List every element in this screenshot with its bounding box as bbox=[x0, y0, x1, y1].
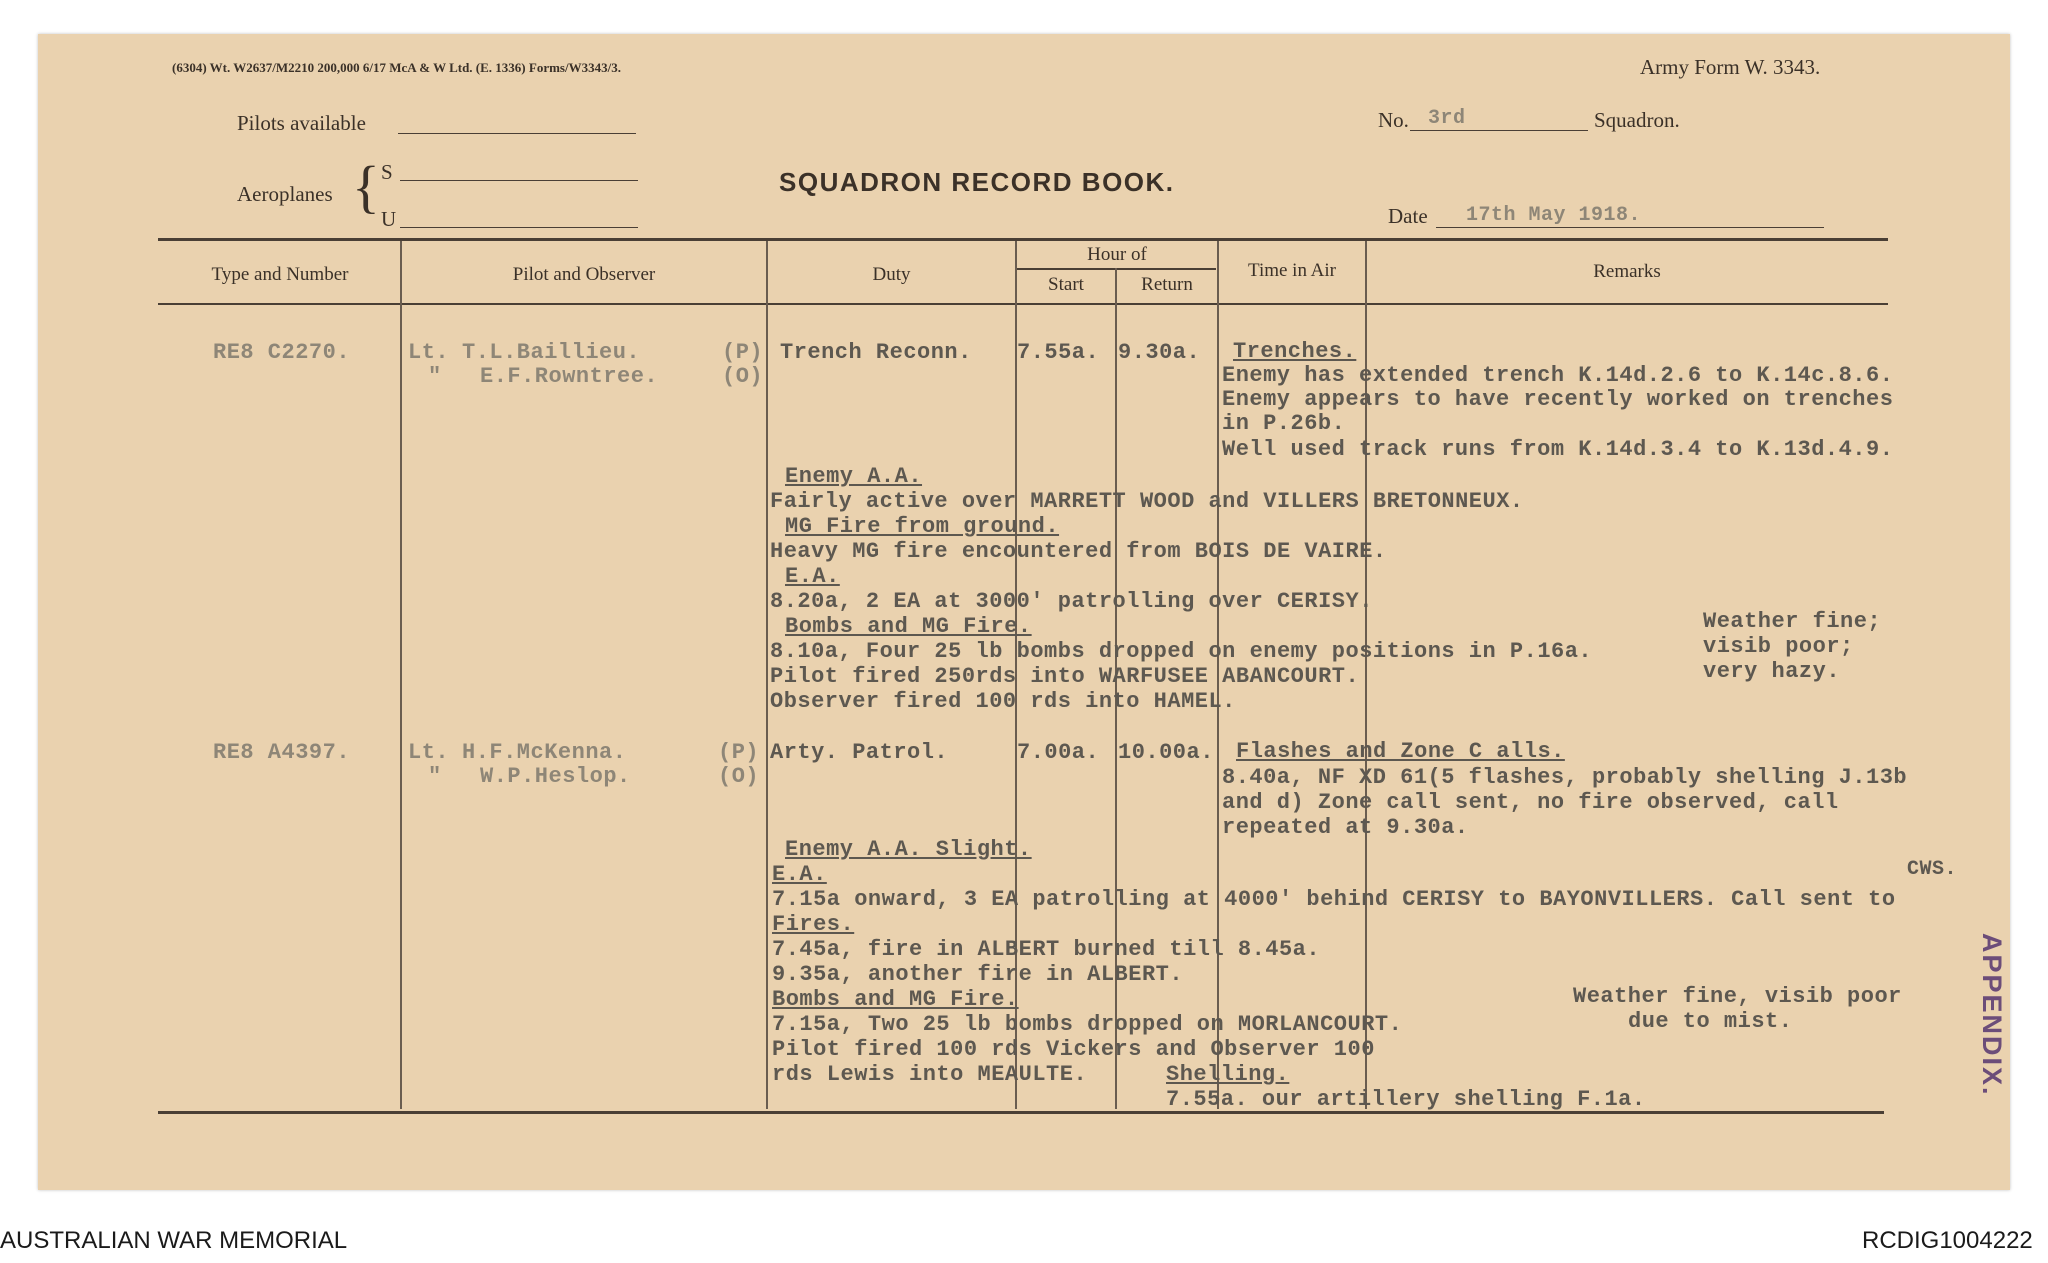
date-label: Date bbox=[1388, 204, 1428, 228]
page-title: SQUADRON RECORD BOOK. bbox=[779, 167, 1175, 197]
entry-2-line: and d) Zone call sent, no fire observed, call bbox=[1222, 790, 1839, 815]
appendix-stamp: APPENDIX. bbox=[1977, 933, 2007, 1097]
form-name: Army Form W. 3343. bbox=[1640, 55, 1821, 79]
entry-1-line: Heavy MG fire encountered from BOIS DE VAIRE. bbox=[770, 539, 1387, 564]
entry-1-line-heading: Bombs and MG Fire. bbox=[785, 614, 1032, 639]
aeroplanes-label: Aeroplanes bbox=[237, 182, 333, 206]
entry-1-line: 8.10a, Four 25 lb bombs dropped on enemy positions in P.16a. bbox=[770, 639, 1593, 664]
entry-1-line-heading: Enemy A.A. bbox=[785, 464, 923, 489]
col-header-duty: Duty bbox=[872, 264, 911, 285]
squadron-label: Squadron. bbox=[1594, 108, 1680, 132]
entry-2-pilot: H.F.McKenna. bbox=[462, 740, 627, 765]
entry-1-pilot-role: (P) bbox=[722, 340, 764, 365]
entry-1-weather: Weather fine; bbox=[1703, 609, 1882, 634]
col-header-type: Type and Number bbox=[211, 264, 349, 285]
col-header-start: Start bbox=[1048, 274, 1084, 295]
entry-2-pilot-rank: Lt. bbox=[408, 740, 450, 765]
entry-2-line: 9.35a, another fire in ALBERT. bbox=[772, 962, 1184, 987]
squadron-no: 3rd bbox=[1428, 107, 1466, 130]
entry-1-observer-role: (O) bbox=[722, 364, 764, 389]
date-value: 17th May 1918. bbox=[1466, 204, 1642, 227]
entry-2-line: 7.45a, fire in ALBERT burned till 8.45a. bbox=[772, 937, 1321, 962]
entry-1-duty: Trench Reconn. bbox=[780, 340, 972, 365]
entry-2-line: rds Lewis into MEAULTE. bbox=[772, 1062, 1088, 1087]
entry-2-line-heading: Shelling. bbox=[1166, 1062, 1290, 1087]
entry-1-line: Enemy appears to have recently worked on trenches bbox=[1222, 387, 1894, 412]
entry-2-start: 7.00a. bbox=[1017, 740, 1100, 765]
col-header-hour-of: Hour of bbox=[1087, 244, 1147, 265]
entry-1-pilot-rank: Lt. bbox=[408, 340, 450, 365]
entry-2-line-heading: Enemy A.A. Slight. bbox=[785, 837, 1032, 862]
s-label: S bbox=[381, 160, 393, 184]
table-top-rule bbox=[158, 238, 1888, 241]
entry-1-pilot: T.L.Baillieu. bbox=[462, 340, 641, 365]
entry-2-type-number: RE8 A4397. bbox=[213, 740, 351, 765]
u-field bbox=[400, 205, 638, 228]
footer-id: RCDIG1004222 bbox=[1862, 1227, 2033, 1254]
u-label: U bbox=[381, 207, 397, 231]
entry-1-line-heading: MG Fire from ground. bbox=[785, 514, 1060, 539]
entry-2-line: 7.15a onward, 3 EA patrolling at 4000' behind CERISY to BAYONVILLERS. Call sent to bbox=[772, 887, 1896, 912]
col-header-time-in-air: Time in Air bbox=[1248, 260, 1336, 281]
entry-1-line: Well used track runs from K.14d.3.4 to K.13d.4.9. bbox=[1222, 437, 1894, 462]
col-header-pilot: Pilot and Observer bbox=[512, 264, 656, 285]
entry-2-initials: CWS. bbox=[1907, 858, 1958, 881]
s-field bbox=[400, 158, 638, 181]
pilots-available-field bbox=[398, 109, 636, 134]
entry-2-line: 7.15a, Two 25 lb bombs dropped on MORLANCOURT. bbox=[772, 1012, 1403, 1037]
entry-1-line-heading: Trenches. bbox=[1233, 339, 1357, 364]
entry-2-line-heading: Flashes and Zone C alls. bbox=[1236, 739, 1565, 764]
entry-2-observer: W.P.Heslop. bbox=[480, 764, 631, 789]
entry-2-line: Pilot fired 100 rds Vickers and Observer 100 bbox=[772, 1037, 1375, 1062]
entry-2-weather: due to mist. bbox=[1628, 1009, 1793, 1034]
entry-1-line-heading: E.A. bbox=[785, 564, 840, 589]
entry-2-weather: Weather fine, visib poor bbox=[1573, 984, 1902, 1009]
entry-1-weather: visib poor; bbox=[1703, 634, 1854, 659]
entry-2-line-heading: Fires. bbox=[772, 912, 855, 937]
entry-2-line-heading: Bombs and MG Fire. bbox=[772, 987, 1019, 1012]
footer-source: AUSTRALIAN WAR MEMORIAL bbox=[0, 1227, 348, 1254]
entry-1-weather: very hazy. bbox=[1703, 659, 1841, 684]
entry-1-line: in P.26b. bbox=[1222, 411, 1346, 436]
entry-1-observer-ditto: " bbox=[428, 364, 442, 389]
entry-1-return: 9.30a. bbox=[1118, 340, 1201, 365]
col-header-return: Return bbox=[1141, 274, 1193, 295]
entry-1-observer: E.F.Rowntree. bbox=[480, 364, 659, 389]
entry-1-line: Pilot fired 250rds into WARFUSEE ABANCOURT. bbox=[770, 664, 1360, 689]
brace: { bbox=[352, 154, 380, 219]
entry-1-line: 8.20a, 2 EA at 3000' patrolling over CERISY. bbox=[770, 589, 1373, 614]
print-code: (6304) Wt. W2637/M2210 200,000 6/17 McA & W Ltd. (E. 1336) Forms/W3343/3. bbox=[172, 60, 621, 75]
entry-1-type-number: RE8 C2270. bbox=[213, 340, 351, 365]
entry-2-observer-ditto: " bbox=[428, 764, 442, 789]
entry-2-return: 10.00a. bbox=[1118, 740, 1214, 765]
entry-1-line: Observer fired 100 rds into HAMEL. bbox=[770, 689, 1236, 714]
col-divider-2 bbox=[766, 241, 768, 1109]
entry-2-observer-role: (O) bbox=[718, 764, 760, 789]
entry-1-line: Enemy has extended trench K.14d.2.6 to K.14c.8.6. bbox=[1222, 363, 1894, 388]
entry-2-pilot-role: (P) bbox=[718, 740, 760, 765]
col-header-remarks: Remarks bbox=[1593, 261, 1661, 282]
pilots-available-label: Pilots available bbox=[237, 111, 366, 135]
header-bottom-rule bbox=[158, 303, 1888, 305]
no-label: No. bbox=[1378, 108, 1409, 132]
entry-2-line: 8.40a, NF XD 61(5 flashes, probably shelling J.13b bbox=[1222, 765, 1908, 790]
entry-1-start: 7.55a. bbox=[1017, 340, 1100, 365]
entry-2-line: 7.55a. our artillery shelling F.1a. bbox=[1166, 1087, 1646, 1112]
entry-2-line: repeated at 9.30a. bbox=[1222, 815, 1469, 840]
entry-2-duty: Arty. Patrol. bbox=[770, 740, 949, 765]
entry-1-line: Fairly active over MARRETT WOOD and VILLERS BRETONNEUX. bbox=[770, 489, 1524, 514]
entry-2-line-heading: E.A. bbox=[772, 862, 827, 887]
col-divider-1 bbox=[400, 241, 402, 1109]
